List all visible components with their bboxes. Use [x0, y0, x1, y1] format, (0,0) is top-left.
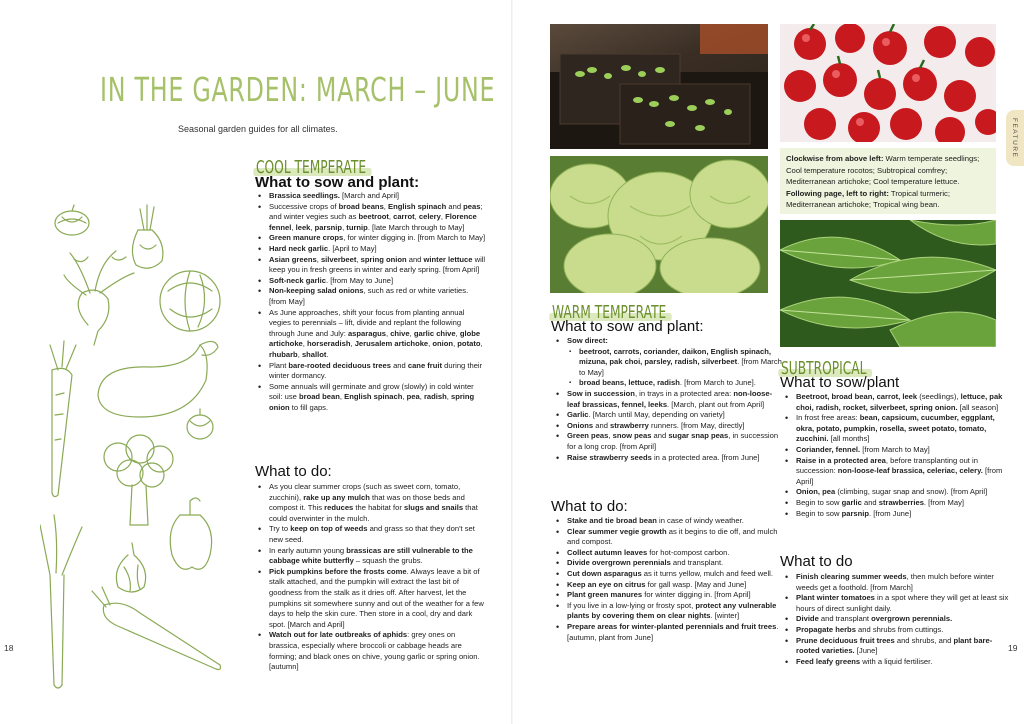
- list-item: • Try to keep on top of weeds and grass so that they don't set new seed.: [269, 524, 486, 545]
- list-item: • Divide and transplant overgrown perennials.: [796, 614, 1011, 625]
- list-item: • Propagate herbs and shrubs from cuttings.: [796, 625, 1011, 636]
- list-item: • Raise in a protected area, before transplanting out in succession: non-loose-leaf brassica, celeriac, celery. [from April]: [796, 456, 1011, 488]
- list-item: • Sow in succession, in trays in a protected area: non-loose-leaf brassicas, fennel, leeks. [March, plant out from April]: [567, 389, 785, 410]
- page-subtitle: Seasonal garden guides for all climates.: [178, 124, 338, 134]
- list-item: • Soft-neck garlic. [from May to June]: [269, 276, 486, 287]
- zone-title-warm: WARM TEMPERATE: [552, 302, 667, 323]
- broccoli-sketch: [104, 435, 173, 525]
- feature-tab: [1006, 110, 1024, 166]
- list-item: • Sow direct:: [567, 336, 785, 347]
- list-item: • Begin to sow parsnip. [from June]: [796, 509, 1011, 520]
- page-title: IN THE GARDEN: MARCH – JUNE: [100, 70, 496, 109]
- list-item: • Plant bare-rooted deciduous trees and cane fruit during their winter dormancy.: [269, 361, 486, 382]
- list-item: • Garlic. [March until May, depending on variety]: [567, 410, 785, 421]
- cabbage-sketch: [160, 271, 220, 331]
- rocotos-photo: [780, 24, 996, 142]
- caption-text-1: Warm temperate seedlings; Cool temperature rocotos; Subtropical comfrey; Mediterranean artichoke; Cool temperature lettuce.: [786, 154, 980, 187]
- onion-sketch: [55, 205, 89, 235]
- list-item: • As you clear summer crops (such as sweet corn, tomato, zucchini), rake up any mulch that was on those beds and compost it. This reduces the habitat for slugs and snails that could overwinter in the mulch.: [269, 482, 486, 524]
- cool-do-list: [256, 482, 486, 673]
- capsicum-sketch: [170, 498, 211, 569]
- list-item: • Onions and strawberry runners. [from May, directly]: [567, 421, 785, 432]
- list-item: • Keep an eye on citrus for gall wasp. [May and June]: [567, 580, 785, 591]
- list-item: • Onion, pea (climbing, sugar snap and snow). [from April]: [796, 487, 1011, 498]
- list-item: • Feed leafy greens with a liquid fertiliser.: [796, 657, 1011, 668]
- list-item: • Green manure crops, for winter digging in. [from March to May]: [269, 233, 486, 244]
- list-item: • Plant green manures for winter digging in. [from April]: [567, 590, 785, 601]
- list-item: • Finish clearing summer weeds, then mulch before winter weeds get a foothold. [from March]: [796, 572, 1011, 593]
- comfrey-photo: [780, 220, 996, 347]
- list-item: • Cut down asparagus as it turns yellow, mulch and feed well.: [567, 569, 785, 580]
- list-item: • Prepare areas for winter-planted perennials and fruit trees. [autumn, plant from June]: [567, 622, 785, 643]
- list-item: • Begin to sow garlic and strawberries. [from May]: [796, 498, 1011, 509]
- subtropical-do-list: [783, 572, 1011, 667]
- eggplant-sketch: [98, 341, 218, 417]
- list-item: • Raise strawberry seeds in a protected area. [from June]: [567, 453, 785, 464]
- list-item: • Pick pumpkins before the frosts come. Always leave a bit of stalk attached, and the pumpkin will extract the last bit of goodness from the stalk as it dries off. After harvest, let the pumpkins sit somewhere sunny and out of the weather for a few days to help the skin cure. Then store in a cool, dry and dark spot. [March and April]: [269, 567, 486, 631]
- leek-sketch: [40, 515, 82, 688]
- caption-label-2: Following page, left to right:: [786, 188, 889, 198]
- subtropical-do-heading: What to do: [780, 553, 853, 570]
- list-item: • Coriander, fennel. [from March to May]: [796, 445, 1011, 456]
- cool-do-heading: What to do:: [255, 463, 332, 480]
- list-item: • Collect autumn leaves for hot-compost carbon.: [567, 548, 785, 559]
- caption-text-2: Tropical turmeric; Mediterranean artichoke; Tropical wing bean.: [786, 188, 951, 210]
- warm-do-list: [554, 516, 785, 643]
- beetroot-sketch: [64, 251, 134, 345]
- seedlings-photo: [550, 24, 768, 149]
- feature-tab-label: FEATURE: [1011, 118, 1018, 159]
- photo-caption: [780, 148, 996, 214]
- carrot-sketch: [50, 341, 76, 497]
- small-onion-sketch: [187, 409, 213, 439]
- warm-sow-list: [554, 336, 785, 463]
- list-item: • Divide overgrown perennials and transplant.: [567, 558, 785, 569]
- list-item: ▪ broad beans, lettuce, radish. [from March to June].: [567, 378, 785, 389]
- list-item: • Some annuals will germinate and grow (slowly) in cold winter soil: use broad bean, English spinach, pea, radish, spring onion to fill gaps.: [269, 382, 486, 414]
- cool-sow-heading: What to sow and plant:: [255, 174, 420, 191]
- list-item: • Hard neck garlic. [April to May]: [269, 244, 486, 255]
- warm-sow-heading: What to sow and plant:: [551, 318, 704, 335]
- subtropical-sow-heading: What to sow/plant: [780, 374, 900, 391]
- lettuce-photo: [550, 156, 768, 293]
- parsnip-sketch: [92, 587, 221, 670]
- list-item: • If you live in a low-lying or frosty spot, protect any vulnerable plants by covering them on clear nights. [winter]: [567, 601, 785, 622]
- warm-do-heading: What to do:: [551, 498, 628, 515]
- subtropical-sow-list: [783, 392, 1011, 519]
- list-item: • Brassica seedlings. [March and April]: [269, 191, 486, 202]
- list-item: • Beetroot, broad bean, carrot, leek (seedlings), lettuce, pak choi, radish, rocket, silverbeet, spring onion. [all season]: [796, 392, 1011, 413]
- list-item: • Asian greens, silverbeet, spring onion and winter lettuce will keep you in fresh greens in winter and early spring. [from April]: [269, 255, 486, 276]
- zone-title-subtropical: SUBTROPICAL: [781, 358, 867, 379]
- list-item: ▪ beetroot, carrots, coriander, daikon, English spinach, mizuna, pak choi, parsley, radish, silverbeet. [from March to May]: [567, 347, 785, 379]
- list-item: • Plant winter tomatoes in a spot where they will get at least six hours of direct sunlight daily.: [796, 593, 1011, 614]
- vegetable-illustrations: [40, 195, 235, 695]
- list-item: • Successive crops of broad beans, English spinach and peas; and winter vegies such as beetroot, carrot, celery, Florence fennel, leek, parsnip, turnip. [late March through to May]: [269, 202, 486, 234]
- garlic-sketch: [116, 543, 145, 592]
- list-item: • In frost free areas: bean, capsicum, cucumber, eggplant, okra, potato, pumpkin, rosella, sweet potato, tomato, zucchini. [all months]: [796, 413, 1011, 445]
- list-item: • Prune deciduous fruit trees and shrubs, and plant bare-rooted varieties. [June]: [796, 636, 1011, 657]
- cool-sow-list: [256, 191, 486, 413]
- list-item: • Clear summer vegie growth as it begins to die off, and mulch and compost.: [567, 527, 785, 548]
- page-number-left: 18: [4, 643, 14, 653]
- list-item: • Watch out for late outbreaks of aphids: grey ones on brassica, especially where broccoli or cabbage heads are forming; and black ones on chive, young garlic or spring onion. [autumn]: [269, 630, 486, 672]
- list-item: • Stake and tie broad bean in case of windy weather.: [567, 516, 785, 527]
- fennel-sketch: [132, 205, 162, 268]
- list-item: • Non-keeping salad onions, such as red or white varieties. [from May]: [269, 286, 486, 307]
- page-number-right: 19: [1008, 643, 1018, 653]
- list-item: • In early autumn young brassicas are still vulnerable to the cabbage white butterfly – squash the grubs.: [269, 546, 486, 567]
- list-item: • Green peas, snow peas and sugar snap peas, in succession for a long crop. [from April]: [567, 431, 785, 452]
- list-item: • As June approaches, shift your focus from planting annual vegies to perennials – lift, divide and replant the following through June and July: asparagus, chive, garlic chive, globe artichoke, horseradish, Jerusalem artichoke, onion, potato, rhubarb, shallot.: [269, 308, 486, 361]
- zone-title-cool: COOL TEMPERATE: [256, 157, 367, 178]
- caption-label-1: Clockwise from above left:: [786, 154, 884, 163]
